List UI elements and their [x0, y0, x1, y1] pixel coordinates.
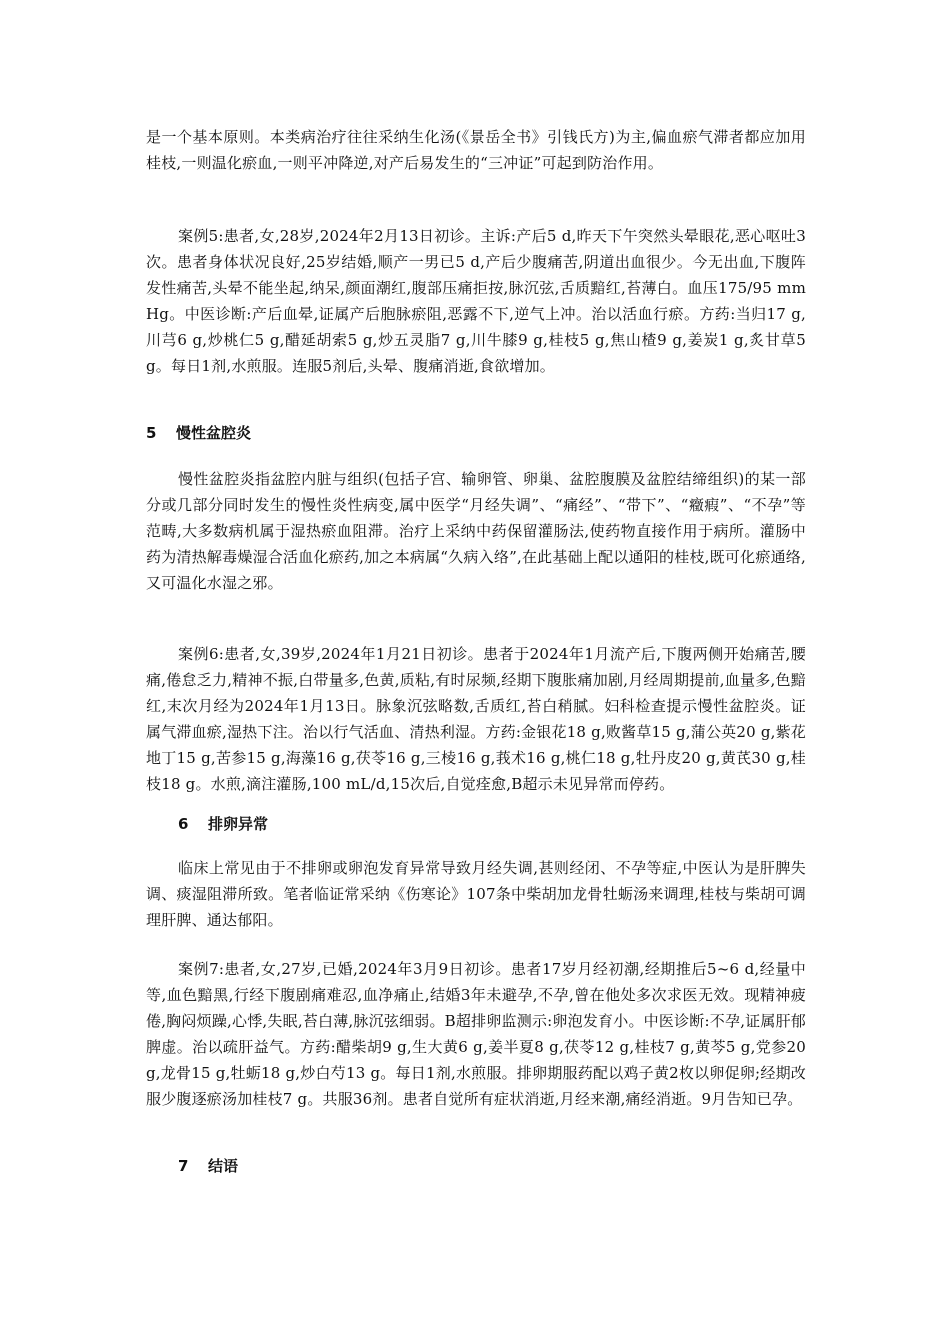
- paragraph-intro: 是一个基本原则。本类病治疗往往采纳生化汤(《景岳全书》引钱氏方)为主,偏血瘀气滞者都应加用桂枝,一则温化瘀血,一则平冲降逆,对产后易发生的“三冲证”可起到防治作用。: [146, 128, 806, 172]
- paragraph-pelvic-inflammation: 慢性盆腔炎指盆腔内脏与组织(包括子宫、输卵管、卵巢、盆腔腹膜及盆腔结缔组织)的某一部分或几部分同时发生的慢性炎性病变,属中医学“月经失调”、“痛经”、“带下”、“癥瘕”、“不孕”等范畴,大多数病机属于湿热瘀血阻滞。治疗上采纳中药保留灌肠法,使药物直接作用于病所。灌肠中药为清热解毒燥湿合活血化瘀药,加之本病属“久病入络”,在此基础上配以通阳的桂枝,既可化瘀通络,又可温化水湿之邪。: [146, 470, 806, 592]
- paragraph-ovulation: 临床上常见由于不排卵或卵泡发育异常导致月经失调,甚则经闭、不孕等症,中医认为是肝脾失调、痰湿阻滞所致。笔者临证常采纳《伤寒论》107条中柴胡加龙骨牡蛎汤来调理,桂枝与柴胡可调理肝脾、通达郁阳。: [146, 859, 806, 929]
- section-number: 5: [146, 424, 157, 442]
- section-number: 7: [178, 1157, 189, 1175]
- paragraph-case-5: 案例5:患者,女,28岁,2024年2月13日初诊。主诉:产后5 d,昨天下午突然头晕眼花,恶心呕吐3次。患者身体状况良好,25岁结婚,顺产一男已5 d,产后少腹痛苦,阴道出血很少。今无出血,下腹阵发性痛苦,头晕不能坐起,纳呆,颜面潮红,腹部压痛拒按,脉沉弦,舌质黯红,苔薄白。血压175/95 mm Hg。中医诊断:产后血晕,证属产后胞脉瘀阻,恶露不下,逆气上冲。治以活血行瘀。方药:当归17 g,川芎6 g,炒桃仁5 g,醋延胡索5 g,炒五灵脂7 g,川牛膝9 g,桂枝5 g,焦山楂9 g,姜炭1 g,炙甘草5 g。每日1剂,水煎服。连服5剂后,头晕、腹痛消逝,食欲增加。: [146, 227, 806, 375]
- section-title: 慢性盆腔炎: [176, 424, 252, 442]
- paragraph-case-7: 案例7:患者,女,27岁,已婚,2024年3月9日初诊。患者17岁月经初潮,经期推后5~6 d,经量中等,血色黯黑,行经下腹剧痛难忍,血净痛止,结婚3年未避孕,不孕,曾在他处多次求医无效。现精神疲倦,胸闷烦躁,心悸,失眠,苔白薄,脉沉弦细弱。B超排卵监测示:卵泡发育小。中医诊断:不孕,证属肝郁脾虚。治以疏肝益气。方药:醋柴胡9 g,生大黄6 g,姜半夏8 g,茯苓12 g,桂枝7 g,黄芩5 g,党参20 g,龙骨15 g,牡蛎18 g,炒白芍13 g。每日1剂,水煎服。排卵期服药配以鸡子黄2枚以卵促卵;经期改服少腹逐瘀汤加桂枝7 g。共服36剂。患者自觉所有症状消逝,月经来潮,痛经消逝。9月告知已孕。: [146, 960, 806, 1108]
- section-heading-7: [178, 1156, 238, 1176]
- section-title: 结语: [208, 1157, 239, 1175]
- paragraph-case-6: 案例6:患者,女,39岁,2024年1月21日初诊。患者于2024年1月流产后,下腹两侧开始痛苦,腰痛,倦怠乏力,精神不振,白带量多,色黄,质粘,有时尿频,经期下腹胀痛加剧,月经周期提前,血量多,色黯红,末次月经为2024年1月13日。脉象沉弦略数,舌质红,苔白稍腻。妇科检查提示慢性盆腔炎。证属气滞血瘀,湿热下注。治以行气活血、清热利湿。方药:金银花18 g,败酱草15 g,蒲公英20 g,紫花地丁15 g,苦参15 g,海藻16 g,茯苓16 g,三棱16 g,莪术16 g,桃仁18 g,牡丹皮20 g,黄芪30 g,桂枝18 g。水煎,滴注灌肠,100 mL/d,15次后,自觉痊愈,B超示未见异常而停药。: [146, 645, 806, 793]
- section-title: 排卵异常: [208, 815, 269, 833]
- section-heading-6: [178, 814, 268, 834]
- section-number: 6: [178, 815, 189, 833]
- section-heading-5: [146, 423, 251, 443]
